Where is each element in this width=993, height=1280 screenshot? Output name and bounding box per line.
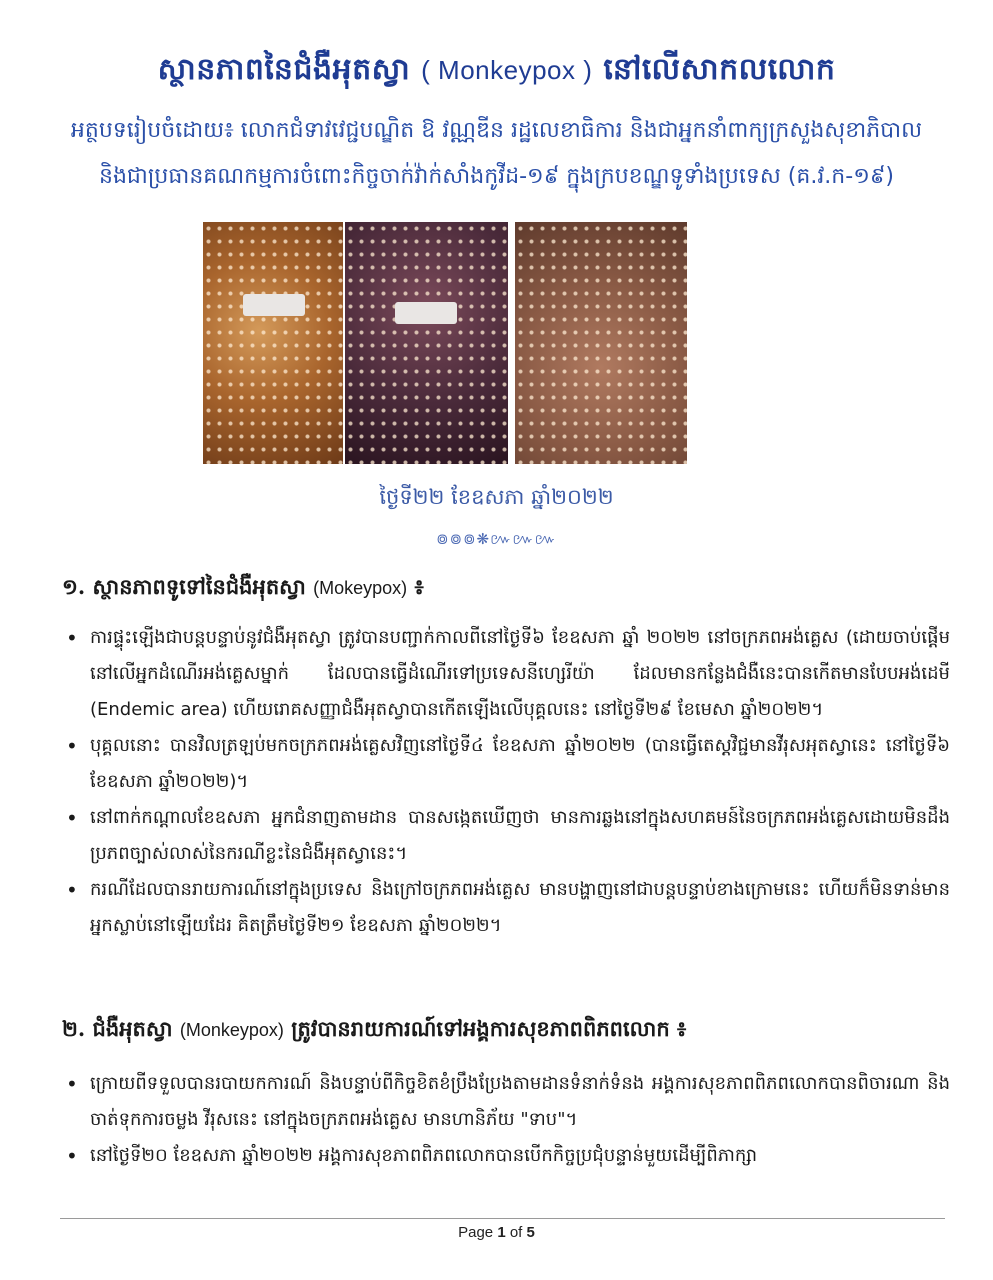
section-2-heading [62, 1016, 686, 1047]
patient-photo-2 [345, 222, 508, 464]
total-pages: 5 [526, 1224, 535, 1241]
section-2-title-rest: ត្រូវបានរាយការណ៍ទៅអង្គការសុខភាពពិភពលោក ៖ [291, 1016, 687, 1041]
current-page: 1 [497, 1224, 506, 1241]
patient-photo-3 [515, 222, 687, 464]
list-item: • ការផ្ទុះឡើងជាបន្តបន្ទាប់នូវជំងឺអុតស្វា ត្រូវបានបញ្ជាក់កាលពីនៅថ្ងៃទី៦ ខែឧសភា ឆ្នាំ ២០២២ នៅចក្រភពអង់គ្លេស (ដោយចាប់ផ្តើមនៅលើអ្នកដំណើរអង់គ្លេសម្នាក់ ដែលបានធ្វើដំណើរទៅប្រទេសនីហ្សេរីយ៉ា ដែលមានកន្លែងជំងឺនេះបានកើតមានបែបអង់ដេមី (Endemic area) ហើយរោគសញ្ញាជំងឺអុតស្វាបានកើតឡើងលើបុគ្គលនេះ នៅថ្ងៃទី២៩ ខែមេសា ឆ្នាំ២០២២។ [62, 620, 950, 728]
photo-strip [200, 222, 696, 464]
list-item: • បុគ្គលនោះ បានវិលត្រឡប់មកចក្រភពអង់គ្លេសវិញនៅថ្ងៃទី៤ ខែឧសភា ឆ្នាំ២០២២ (បានធ្វើតេស្តវិជ្ជមានវីរុសអុតស្វានេះ នៅថ្ងៃទី៦ ខែឧសភា ឆ្នាំ២០២២)។ [62, 728, 950, 800]
page-title [0, 50, 993, 94]
list-item: • ក្រោយពីទទួលបានរបាយកការណ៍ និងបន្ទាប់ពីកិច្ចខិតខំប្រឹងប្រែងតាមដានទំនាក់ទំនង អង្គការសុខភាពពិភពលោកបានពិចារណា និងចាត់ទុកការចម្លង វីរុសនេះ នៅក្នុងចក្រភពអង់គ្លេស មានហានិភ័យ "ទាប"។ [62, 1066, 950, 1138]
section-2-title: ជំងឺអុតស្វា [92, 1016, 173, 1041]
list-item: • នៅថ្ងៃទី២០ ខែឧសភា ឆ្នាំ២០២២ អង្គការសុខភាពពិភពលោកបានបើកកិច្ចប្រជុំបន្ទាន់មួយដើម្បីពិភាក្សា [62, 1138, 950, 1174]
section-1-title: ស្ថានភាពទូទៅនៃជំងឺអុតស្វា [92, 574, 306, 599]
page-word: Page [458, 1224, 494, 1241]
section-1-colon: ៖ [414, 574, 424, 599]
author-line-2: និងជាប្រធានគណកម្មការចំពោះកិច្ចចាក់វ៉ាក់សាំងកូវីដ-១៩ ក្នុងក្របខណ្ឌទូទាំងប្រទេស (គ.វ.ក-១៩) [98, 164, 895, 189]
section-1-title-latin: (Mokeypox) [313, 578, 408, 598]
list-item: • ករណីដែលបានរាយការណ៍នៅក្នុងប្រទេស និងក្រៅចក្រភពអង់គ្លេស មានបង្ហាញនៅជាបន្តបន្ទាប់ខាងក្រោមនេះ ហើយក៏មិនទាន់មានអ្នកស្លាប់នៅឡើយដែរ គិតត្រឹមថ្ងៃទី២១ ខែឧសភា ឆ្នាំ២០២២។ [62, 872, 950, 944]
of-word: of [509, 1224, 523, 1241]
face-censor-bar [395, 302, 457, 324]
title-latin-part: ( Monkeypox ) [421, 55, 593, 85]
patient-photo-1 [203, 222, 343, 464]
section-1-number: ១. [62, 574, 86, 599]
ornament-divider: ៙៙៙❋៚៚៚ [436, 530, 557, 548]
author-line-1: អត្ថបទរៀបចំដោយ៖ លោកជំទាវវេជ្ជបណ្ឌិត ឱ វណ្ណឌីន រដ្ឋលេខាធិការ និងជាអ្នកនាំពាក្យក្រសួងសុខាភិបាល [70, 118, 923, 143]
section-1-list [62, 620, 950, 944]
section-2-title-latin: (Monkeypox) [179, 1020, 284, 1040]
title-khmer-part1: ស្ថានភាពនៃជំងឺអុតស្វា [157, 52, 411, 87]
section-2-list [62, 1066, 950, 1184]
publication-date: ថ្ងៃទី២២ ខែឧសភា ឆ្នាំ២០២២ [379, 485, 614, 509]
face-censor-bar [243, 294, 305, 316]
title-khmer-part2: នៅលើសាកលលោក [603, 52, 836, 87]
page-number [0, 1224, 993, 1241]
footer-divider [60, 1218, 945, 1219]
section-2-number: ២. [62, 1016, 86, 1041]
section-1-heading [62, 574, 424, 605]
list-item: • នៅពាក់កណ្តាលខែឧសភា អ្នកជំនាញតាមដាន បានសង្កេតឃើញថា មានការឆ្លងនៅក្នុងសហគមន៍នៃចក្រភពអង់គ្លេសដោយមិនដឹងប្រភពច្បាស់លាស់នៃករណីខ្លះនៃជំងឺអុតស្វានេះ។ [62, 800, 950, 872]
